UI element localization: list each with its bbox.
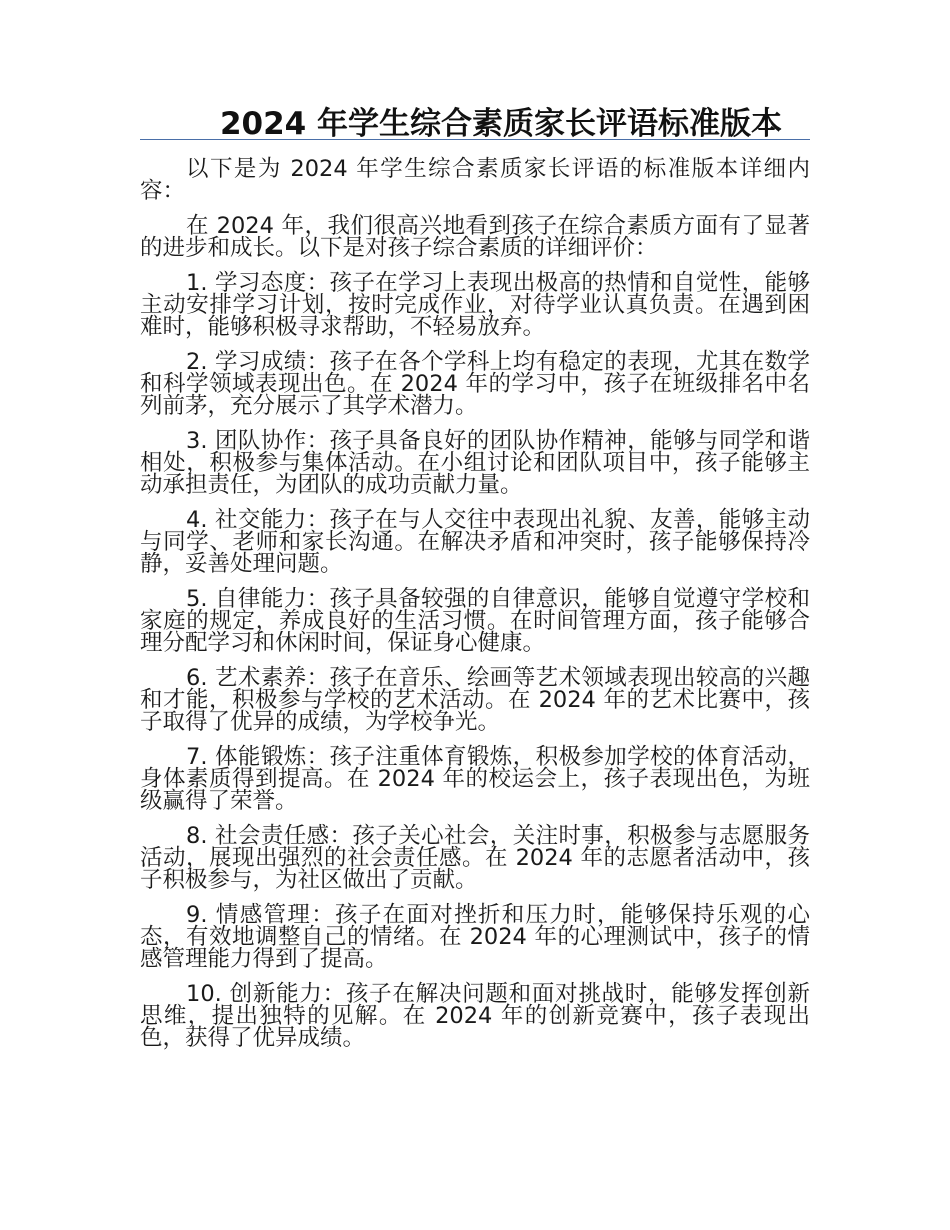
title-underline [140,139,810,140]
paragraph-learning-attitude: 1. 学习态度：孩子在学习上表现出极高的热情和自觉性，能够主动安排学习计划，按时完成作业，对待学业认真负责。在遇到困难时，能够积极寻求帮助，不轻易放弃。 [140,270,810,340]
document-body [140,158,810,1062]
document-title: 2024 年学生综合素质家长评语标准版本 [219,106,783,142]
paragraph-intro: 以下是为 2024 年学生综合素质家长评语的标准版本详细内容： [140,156,810,204]
paragraph-art: 6. 艺术素养：孩子在音乐、绘画等艺术领域表现出较高的兴趣和才能，积极参与学校的艺术活动。在 2024 年的艺术比赛中，孩子取得了优异的成绩，为学校争光。 [140,665,810,735]
paragraph-physical-exercise: 7. 体能锻炼：孩子注重体育锻炼，积极参加学校的体育活动，身体素质得到提高。在 2024 年的校运会上，孩子表现出色，为班级赢得了荣誉。 [140,744,810,814]
paragraph-emotion-management: 9. 情感管理：孩子在面对挫折和压力时，能够保持乐观的心态，有效地调整自己的情绪。在 2024 年的心理测试中，孩子的情感管理能力得到了提高。 [140,902,810,972]
paragraph-innovation: 10. 创新能力：孩子在解决问题和面对挑战时，能够发挥创新思维，提出独特的见解。在 2024 年的创新竞赛中，孩子表现出色，获得了优异成绩。 [140,981,810,1051]
paragraph-social-responsibility: 8. 社会责任感：孩子关心社会，关注时事，积极参与志愿服务活动，展现出强烈的社会责任感。在 2024 年的志愿者活动中，孩子积极参与，为社区做出了贡献。 [140,823,810,893]
paragraph-academic-results: 2. 学习成绩：孩子在各个学科上均有稳定的表现，尤其在数学和科学领域表现出色。在 2024 年的学习中，孩子在班级排名中名列前茅，充分展示了其学术潜力。 [140,349,810,419]
paragraph-social-skills: 4. 社交能力：孩子在与人交往中表现出礼貌、友善，能够主动与同学、老师和家长沟通。在解决矛盾和冲突时，孩子能够保持冷静，妥善处理问题。 [140,507,810,577]
paragraph-teamwork: 3. 团队协作：孩子具备良好的团队协作精神，能够与同学和谐相处，积极参与集体活动。在小组讨论和团队项目中，孩子能够主动承担责任，为团队的成功贡献力量。 [140,428,810,498]
paragraph-overview: 在 2024 年，我们很高兴地看到孩子在综合素质方面有了显著的进步和成长。以下是对孩子综合素质的详细评价： [140,213,810,261]
paragraph-self-discipline: 5. 自律能力：孩子具备较强的自律意识，能够自觉遵守学校和家庭的规定，养成良好的生活习惯。在时间管理方面，孩子能够合理分配学习和休闲时间，保证身心健康。 [140,586,810,656]
